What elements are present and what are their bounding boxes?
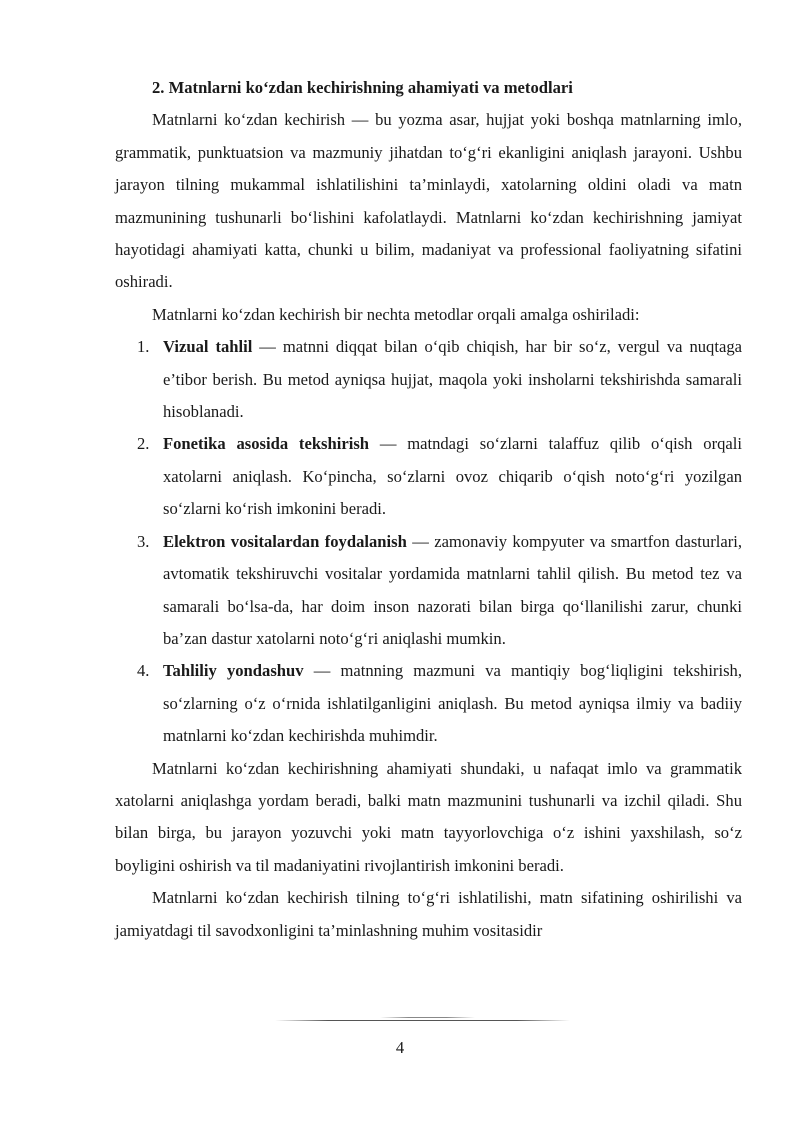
method-description: — matnni diqqat bilan o‘qib chiqish, har bir so‘z, vergul va nuqtaga e’tibor berish. Bu metod ayniqsa hujjat, maqola yoki insholarni tekshirishda samarali hisoblanadi. [163, 337, 742, 422]
list-item [115, 655, 742, 752]
page-number: 4 [395, 1038, 405, 1057]
intro-paragraph: Matnlarni ko‘zdan kechirish — bu yozma asar, hujjat yoki boshqa matnlarning imlo, grammatik, punktuatsion va mazmuniy jihatdan to‘g‘ri ekanligini aniqlash jarayoni. Ushbu jarayon tilning mukammal ishlatilishini ta’minlaydi, xatolarning oldini oladi va matn mazmunining tushunarli bo‘lishini kafolatlaydi. Matnlarni ko‘zdan kechirishning jamiyat hayotidagi ahamiyati katta, chunki u bilim, madaniyat va professional faoliyatning sifatini oshiradi. [115, 110, 742, 292]
method-term: Fonetika asosida tekshirish [163, 434, 370, 454]
method-description: — matnning mazmuni va mantiqiy bog‘liqligini tekshirish, so‘zlarning o‘z o‘rnida ishlatilganligini aniqlash. Bu metod ayniqsa ilmiy va badiiy matnlarni ko‘zdan kechirishda muhimdir. [163, 661, 742, 746]
list-item-number: 4. [137, 661, 150, 681]
importance-paragraph: Matnlarni ko‘zdan kechirishning ahamiyati shundaki, u nafaqat imlo va grammatik xatolarni aniqlashga yordam beradi, balki matn mazmunini tushunarli va izchil qiladi. Shu bilan birga, bu jarayon yozuvchi yoki matn tayyorlovchiga o‘z ishini yaxshilash, so‘z boyligini oshirish va til madaniyatini rivojlantirish imkonini beradi. [115, 758, 742, 875]
list-item-number: 1. [137, 337, 150, 357]
document-page [115, 72, 742, 947]
list-item [115, 331, 742, 428]
methods-lead-paragraph: Matnlarni ko‘zdan kechirish bir nechta metodlar orqali amalga oshiriladi: [152, 304, 640, 324]
method-term: Elektron vositalardan foydalanish [163, 531, 407, 551]
list-item [115, 428, 742, 525]
method-term: Tahliliy yondashuv [163, 661, 304, 681]
section-heading: 2. Matnlarni ko‘zdan kechirishning ahamiyati va metodlari [152, 78, 573, 97]
methods-list [115, 331, 742, 752]
footer-divider-accent [380, 1017, 475, 1018]
list-item [115, 526, 742, 656]
list-item-number: 2. [137, 434, 150, 454]
conclusion-paragraph: Matnlarni ko‘zdan kechirish tilning to‘g‘ri ishlatilishi, matn sifatining oshirilishi va jamiyatdagi til savodxonligini ta’minlashning muhim vositasidir [115, 888, 742, 940]
list-item-number: 3. [137, 531, 150, 551]
method-description: — matndagi so‘zlarni talaffuz qilib o‘qish orqali xatolarni aniqlash. Ko‘pincha, so‘zlarni ovoz chiqarib o‘qish noto‘g‘ri yozilgan so‘zlarni ko‘rish imkonini beradi. [163, 434, 742, 519]
footer-divider [275, 1020, 570, 1021]
method-term: Vizual tahlil [163, 337, 253, 357]
method-description: — zamonaviy kompyuter va smartfon dasturlari, avtomatik tekshiruvchi vositalar yordamida matnlarni tahlil qilish. Bu metod tez va samarali bo‘lsa-da, har doim inson nazorati bilan birga qo‘llanilishi zarur, chunki ba’zan dastur xatolarni noto‘g‘ri aniqlashi mumkin. [163, 531, 742, 648]
